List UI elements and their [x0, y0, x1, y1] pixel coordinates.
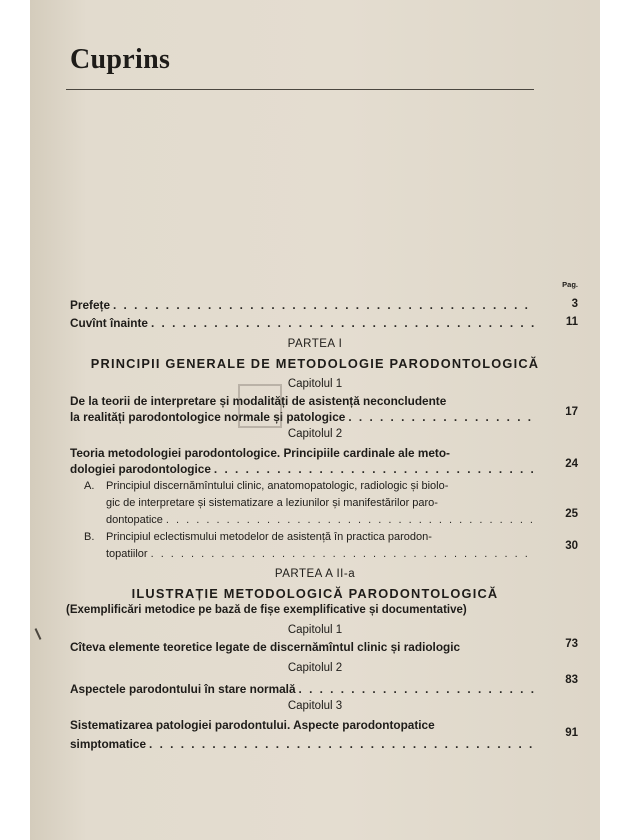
part-label: PARTEA A II-a — [274, 568, 356, 580]
toc-entry-label: Aspectele parodontului în stare normală — [70, 682, 296, 696]
part-label: PARTEA I — [287, 338, 343, 350]
toc-entry-line: Sistematizarea patologiei parodontului. Aspecte parodontopatice — [70, 718, 435, 732]
toc-entry-cuvint-inainte — [70, 316, 538, 330]
chapter-label: Capitolul 3 — [287, 700, 343, 712]
chapter-label: Capitolul 1 — [287, 624, 343, 636]
toc-entry-page: 73 — [565, 638, 578, 650]
toc-entry-page: 11 — [565, 316, 578, 328]
toc-entry-label: la realități parodontologice normale și patologice — [70, 410, 346, 424]
toc-entry-page: 25 — [565, 508, 578, 520]
sub-entry-line: Principiul eclectismului metodelor de asistență în practica parodon- — [106, 531, 432, 543]
sub-entry-line — [106, 514, 538, 526]
leader-dots — [149, 737, 535, 751]
sub-entry-line: gic de interpretare și sistematizare a leziunilor și manifestărilor paro- — [106, 497, 438, 509]
toc-entry-label: Cuvînt înainte — [70, 316, 148, 330]
toc-entry-line: Cîteva elemente teoretice legate de discernămîntul clinic și radiologic — [70, 640, 461, 654]
toc-entry-page: 24 — [565, 458, 578, 470]
leader-dots — [214, 462, 535, 476]
watermark-stamp — [238, 384, 282, 428]
leader-dots — [151, 548, 535, 560]
toc-entry-line: De la teorii de interpretare și modalități de asistență neconcludente — [70, 394, 447, 408]
toc-entry-line: Teoria metodologiei parodontologice. Principiile cardinale ale meto- — [70, 446, 450, 460]
part-title: PRINCIPII GENERALE DE METODOLOGIE PARODONTOLOGICĂ — [90, 356, 540, 371]
book-page — [30, 0, 600, 840]
toc-entry-line — [70, 410, 538, 424]
sub-entry-line — [106, 548, 538, 560]
leader-dots — [348, 410, 535, 424]
sub-entry-letter: A. — [84, 480, 95, 492]
sub-entry-label: topatiilor — [106, 548, 148, 560]
toc-entry-label: dologiei parodontologice — [70, 462, 211, 476]
table-of-contents — [30, 0, 600, 840]
part-subtitle: (Exemplificări metodice pe bază de fișe exemplificative și documentative) — [66, 604, 467, 616]
sub-entry-label: dontopatice — [106, 514, 163, 526]
toc-entry-label: Prefețe — [70, 298, 110, 312]
chapter-label: Capitolul 1 — [287, 378, 343, 390]
toc-entry-prefete — [70, 298, 538, 312]
chapter-label: Capitolul 2 — [287, 428, 343, 440]
toc-entry-line — [70, 682, 538, 696]
page-title: Cuprins — [70, 44, 171, 75]
chapter-label: Capitolul 2 — [287, 662, 343, 674]
part-title: ILUSTRAȚIE METODOLOGICĂ PARODONTOLOGICĂ — [131, 586, 499, 601]
toc-entry-page: 91 — [565, 727, 578, 739]
toc-entry-line — [70, 462, 538, 476]
leader-dots — [151, 316, 535, 330]
sub-entry-line: Principiul discernămîntului clinic, anatomopatologic, radiologic și biolo- — [106, 480, 449, 492]
toc-entry-page: 30 — [565, 540, 578, 552]
sub-entry-letter: B. — [84, 531, 95, 543]
toc-entry-line — [70, 737, 538, 751]
toc-entry-page: 83 — [565, 674, 578, 686]
leader-dots — [113, 298, 535, 312]
toc-entry-page: 3 — [571, 298, 578, 310]
leader-dots — [299, 682, 535, 696]
page-column-header: Pag. — [562, 280, 578, 289]
toc-entry-page: 17 — [565, 406, 578, 418]
leader-dots — [166, 514, 535, 526]
toc-entry-label: simptomatice — [70, 737, 147, 751]
